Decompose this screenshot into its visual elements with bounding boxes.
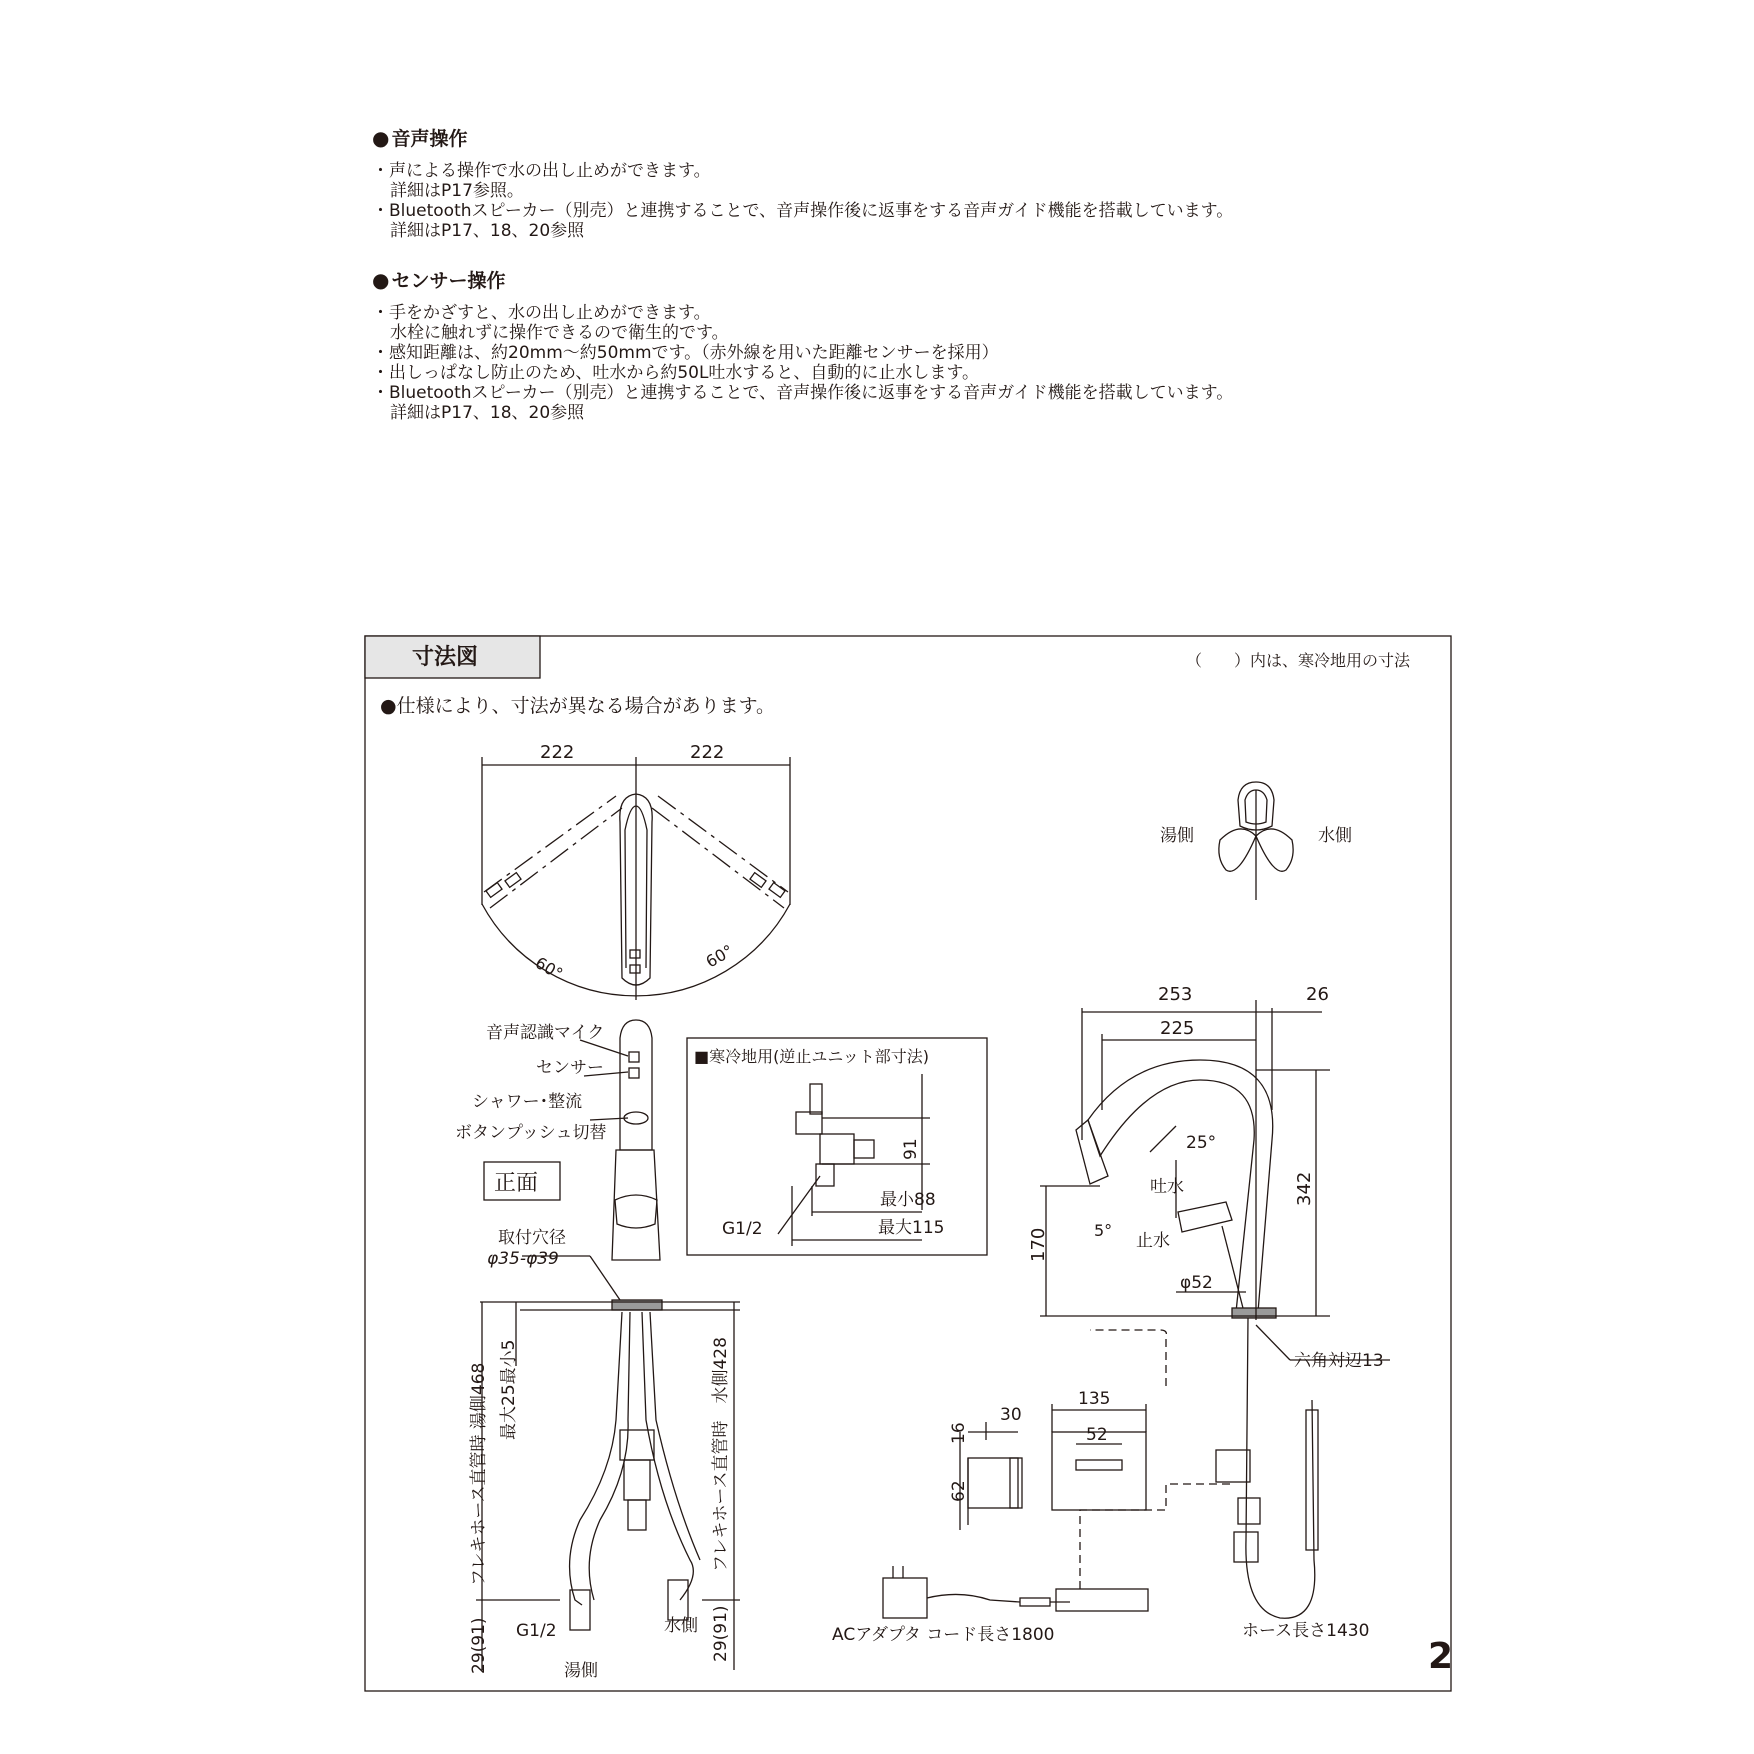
ctrl-d30: 30	[1000, 1405, 1022, 1425]
lever-icon	[1219, 782, 1293, 900]
lever-hot-label: 湯側	[1160, 826, 1194, 846]
lever-cold-label: 水側	[1318, 826, 1352, 846]
ctrl-adapter: ACアダプタ コード長さ1800	[832, 1625, 1055, 1645]
label-bottom-left: 29(91)	[469, 1617, 489, 1674]
angle-left: 60°	[532, 953, 567, 984]
side-h342: 342	[1294, 1171, 1315, 1206]
angle-right: 60°	[702, 940, 737, 972]
label-shower: シャワー･整流	[472, 1092, 583, 1112]
diagram-title: 寸法図	[412, 645, 479, 670]
label-hose-range: 最大25最小5	[499, 1339, 519, 1440]
side-w253: 253	[1158, 984, 1193, 1005]
side-w225: 225	[1160, 1018, 1195, 1039]
side-phi: φ52	[1180, 1273, 1213, 1293]
top-width-left: 222	[540, 742, 575, 763]
section-line: 詳細はP17、18、20参照	[390, 221, 585, 241]
section-line: ・出しっぱなし防止のため、吐水から約50L吐水すると、自動的に止水します。	[372, 363, 980, 383]
label-sensor: センサー	[536, 1058, 604, 1078]
side-spout: 吐水	[1150, 1177, 1184, 1197]
label-bottom-right: 29(91)	[711, 1605, 731, 1662]
ctrl-d16: 16	[949, 1422, 969, 1444]
section-line: ・Bluetoothスピーカー（別売）と連携することで、音声操作後に返事をする音声ガイド機能を搭載しています。	[372, 383, 1234, 403]
side-h170: 170	[1028, 1227, 1049, 1262]
label-voice-mic: 音声認識マイク	[486, 1023, 605, 1043]
front-leaders	[580, 1040, 628, 1120]
side-view-drawing	[1040, 1000, 1390, 1618]
page-number: 2	[1428, 1636, 1454, 1677]
label-cold-front: 水側	[664, 1616, 698, 1636]
label-front: 正面	[494, 1171, 539, 1196]
section-line: ・感知距離は、約20mm～約50mmです。（赤外線を用いた距離センサーを採用）	[372, 343, 999, 363]
ctrl-d62: 62	[949, 1480, 969, 1502]
section-line: ・Bluetoothスピーカー（別売）と連携することで、音声操作後に返事をする音声ガイド機能を搭載しています。	[372, 201, 1234, 221]
side-stop: 止水	[1136, 1231, 1170, 1251]
label-hot-front: 湯側	[564, 1661, 598, 1681]
ctrl-d52: 52	[1086, 1425, 1108, 1445]
side-w26: 26	[1306, 984, 1329, 1005]
label-hole: 取付穴径	[498, 1228, 566, 1248]
section-line: 詳細はP17参照。	[390, 181, 524, 201]
label-thread-front: G1/2	[516, 1621, 557, 1641]
section-heading-sensor: ● センサー操作	[372, 268, 506, 292]
side-angle5: 5°	[1094, 1221, 1113, 1240]
section-line: 詳細はP17、18、20参照	[390, 403, 585, 423]
cold-min: 最小88	[880, 1190, 936, 1210]
cold-region-title: ■寒冷地用(逆止ユニット部寸法)	[694, 1047, 929, 1066]
label-hose-right: フレキホース直管時 水側428	[711, 1337, 731, 1572]
side-hex: 六角対辺13	[1294, 1351, 1384, 1371]
cold-note: （ ）内は、寒冷地用の寸法	[1186, 651, 1411, 670]
cold-max: 最大115	[878, 1218, 945, 1238]
section-heading-voice: ● 音声操作	[372, 126, 468, 150]
cold-dim-91: 91	[901, 1138, 921, 1160]
ctrl-d135: 135	[1078, 1389, 1111, 1409]
section-line: ・声による操作で水の出し止めができます。	[372, 161, 711, 181]
spec-note: ●仕様により、寸法が異なる場合があります。	[380, 695, 776, 717]
cold-thread: G1/2	[722, 1219, 763, 1239]
section-line: ・手をかざすと、水の出し止めができます。	[372, 303, 711, 323]
controller-drawing	[883, 1404, 1230, 1618]
section-line: 水栓に触れずに操作できるので衛生的です。	[390, 323, 729, 343]
side-angle25: 25°	[1186, 1133, 1217, 1153]
ctrl-hose: ホース長さ1430	[1242, 1621, 1370, 1641]
label-hose-left: フレキホース直管時 湯側468	[469, 1362, 489, 1586]
label-button: ボタンプッシュ切替	[455, 1123, 607, 1143]
top-view-drawing	[482, 757, 790, 1000]
label-hole-size: φ35-φ39	[487, 1249, 559, 1269]
top-width-right: 222	[690, 742, 725, 763]
